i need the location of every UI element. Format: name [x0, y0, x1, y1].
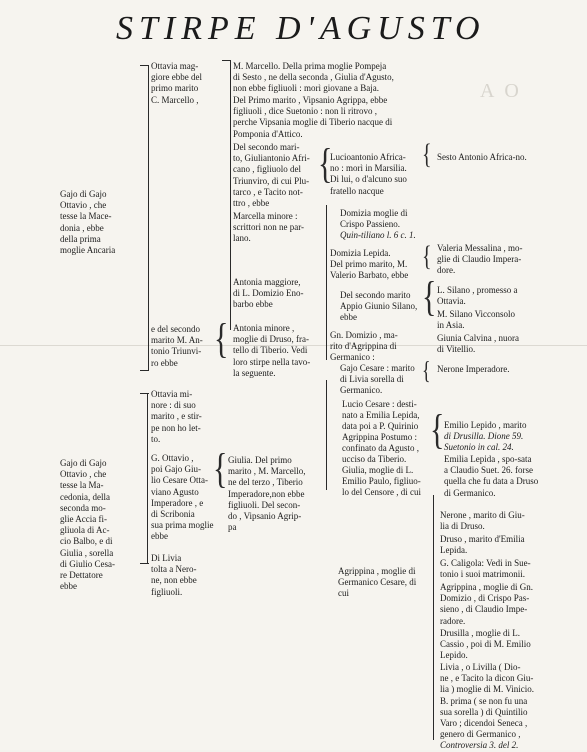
entry-secondo-antonio: e del secondo marito M. An- tonio Triunvi- ro ebbe: [151, 324, 203, 368]
entry-agrippina-gn: Agrippina , moglie di Gn. Domizio , di Crispo Pas- sieno , di Claudio Impe- radore.: [440, 582, 533, 626]
entry-gajo-second: Gajo di Gajo Ottavio , che tesse la Ma- cedonia, della seconda mo- glie Accia fi- gliuola di Ac- cio Balbo, e di Giulia , sorella di Giulio Cesa- re Dettatore ebbe: [60, 458, 115, 592]
entry-gajo-cesare: Gajo Cesare : marito di Livia sorella di Germanico.: [340, 363, 415, 396]
entry-domizia-lepida: Domizia Lepida. Del primo marito, M. Valerio Barbato, ebbe: [330, 248, 409, 281]
brace-mark: {: [430, 407, 445, 454]
entry-valeria-messalina: Valeria Messalina , mo- glie di Claudio Impera- dore.: [437, 243, 523, 276]
tree-line: [147, 393, 148, 563]
brace-mark: {: [422, 139, 432, 171]
entry-di-livia: Di Livia tolta a Nero- ne, non ebbe figliuoli.: [151, 553, 197, 597]
entry-emilio-lepido: Emilio Lepido , marito di Drusilla. Dione 59. Suetonio in cal. 24.: [444, 420, 527, 453]
page-title: STIRPE D'AGUSTO: [116, 10, 486, 47]
brace-mark: {: [214, 316, 229, 363]
entry-domizia: Domizia moglie di Crispo Passieno. Quin-tiliano l. 6 c. 1.: [340, 208, 416, 241]
brace-mark: {: [318, 141, 333, 188]
tree-line: [433, 495, 434, 740]
bleed-through-text: A O: [480, 80, 522, 102]
entry-antonia-maggiore: Antonia maggiore, di L. Domizio Eno- barbo ebbe: [233, 277, 304, 310]
entry-lucio-cesare: Lucio Cesare : desti- nato a Emilia Lepida, data poi a P. Quirinio: [342, 399, 420, 432]
entry-livia: Livia , o Livilla ( Dio- ne , e Tacito la dicon Giu- lia ) moglie di M. Vinicio. B. prima ( se non fu una sua sorella ) di Quintilio Varo ; dicendoi Seneca , genero di Germanico , Controversia 3. del 2.: [440, 662, 535, 751]
entry-m-silano: M. Silano Vicconsolo in Asia.: [437, 309, 516, 331]
entry-drusilla: Drusilla , moglie di L. Cassio , poi di M. Emilio Lepido.: [440, 628, 531, 661]
entry-sesto-antonio: Sesto Antonio Africa-no.: [437, 152, 527, 162]
entry-marcella: Marcella minore : scrittori non ne par- lano.: [233, 211, 305, 244]
entry-secondo-marito: Del secondo mari- to, Giuliantonio Afri- cano , figliuolo del Triunviro, di cui Plu- tarco , e Tacito not- ttro , ebbe: [233, 142, 310, 209]
tree-line: [222, 60, 231, 61]
tree-line: [140, 393, 149, 394]
entry-gajo-first: Gajo di Gajo Ottavio , che tesse la Mace- donia , ebbe della prima moglie Ancaria: [60, 189, 116, 256]
entry-nerone: Nerone , marito di Giu- lia di Druso.: [440, 510, 525, 532]
entry-giulia-moglie: Giulia, moglie di L. Emilio Paulo, figliuo- lo del Censore , di cui: [342, 465, 421, 498]
tree-line: [230, 60, 231, 330]
entry-antonia-minore: Antonia minore , moglie di Druso, fra- tello di Tiberio. Vedi loro stirpe nella tavo- la seguente.: [233, 323, 311, 378]
tree-line: [140, 370, 149, 371]
entry-lucioantonio: Lucioantonio Africa- no : morì in Marsilia. Di lui, o d'alcuno suo fratello nacque: [330, 152, 407, 196]
tree-line: [148, 65, 149, 370]
entry-gn-domizio: Gn. Domizio , ma- rito d'Agrippina di Germanico :: [330, 330, 398, 363]
entry-agrippina-postumo: Agrippina Postumo : confinato da Agusto , ucciso da Tiberio.: [342, 432, 419, 465]
entry-emilia-lepida: Emilia Lepida , spo-sata a Claudio Suet. 26. forse quella che fu data a Druso di Germanico.: [444, 454, 539, 498]
entry-giulia: Giulia. Del primo marito , M. Marcello, ne del terzo , Tiberio Imperadore,non ebbe figliuoli. Del secon- do , Vipsanio Agrip- pa: [228, 455, 306, 533]
entry-agrippina-moglie: Agrippina , moglie di Germanico Cesare, di cui: [338, 566, 417, 599]
tree-line: [326, 205, 327, 360]
entry-nerone-imperadore: Nerone Imperadore.: [437, 364, 510, 374]
entry-marcello: M. Marcello. Della prima moglie Pompeja di Sesto , ne della seconda , Giulia d'Agusto, non ebbe figliuoli : morì giovane a Baja.: [233, 61, 394, 94]
entry-ottavia-minore: Ottavia mi- nore : di suo marito , e stir- pe non ho let- to.: [151, 389, 202, 444]
entry-druso: Druso , marito d'Emilia Lepida.: [440, 534, 525, 556]
entry-ottavia-maggiore: Ottavia mag- giore ebbe del primo marito C. Marcello ,: [151, 61, 202, 105]
brace-mark: {: [422, 241, 432, 273]
entry-l-silano: L. Silano , promesso a Ottavia.: [437, 285, 518, 307]
entry-secondo-appio: Del secondo marito Appio Giunio Silano, ebbe: [340, 290, 418, 323]
brace-mark: {: [422, 274, 437, 321]
brace-mark: {: [422, 356, 431, 384]
brace-mark: {: [213, 446, 228, 493]
entry-gajo-ottavio: G. Ottavio , poi Gajo Giu- lio Cesare Otta- viano Agusto Imperadore , e di Scribonia sua prima moglie ebbe: [151, 453, 214, 542]
entry-caligola: G. Caligola: Vedi in Sue- tonio i suoi matrimonii.: [440, 558, 531, 580]
tree-line: [140, 65, 149, 66]
entry-giunia-calvina: Giunia Calvina , nuora di Vitellio.: [437, 333, 519, 355]
tree-line: [326, 380, 327, 490]
entry-primo-marito: Del Primo marito , Vipsanio Agrippa, ebbe figliuoli , dice Suetonio : non li ritrovo , perche Vipsania moglie di Tiberio nacque di Pomponia d'Attico.: [233, 95, 393, 139]
